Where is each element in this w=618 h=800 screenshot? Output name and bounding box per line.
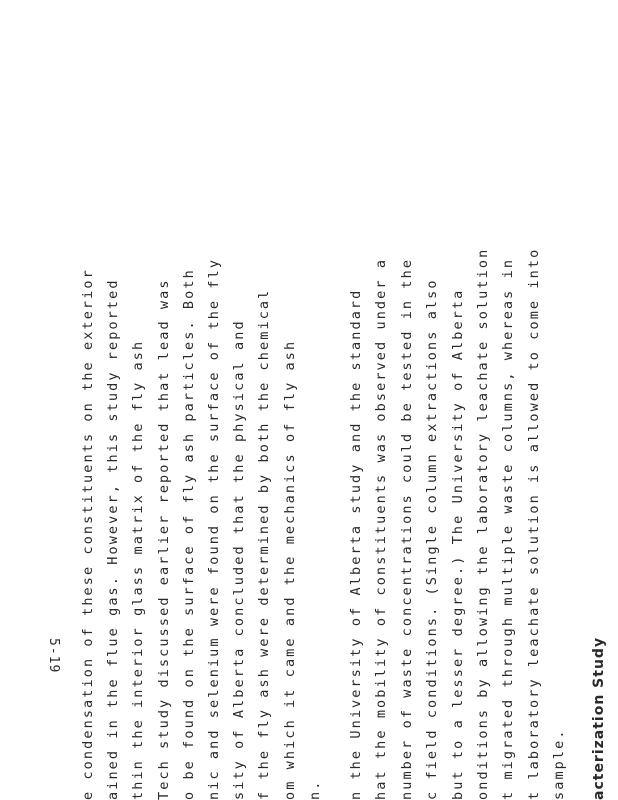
paragraph1-line: Tech study discussed earlier reported that lead was bbox=[155, 278, 172, 800]
paragraph1-line: sity of Alberta concluded that the physical and bbox=[231, 319, 248, 800]
paragraph1-line: thin the interior glass matrix of the fly ash bbox=[130, 339, 147, 800]
paragraph2-line: onditions by allowing the laboratory leachate solution bbox=[475, 247, 491, 800]
paragraph2-line: sample. bbox=[551, 728, 568, 800]
paragraph1-line: ained in the flue gas. However, this study reported bbox=[105, 278, 122, 800]
paragraph2-line: number of waste concentrations could be tested in the bbox=[398, 257, 415, 800]
paragraph1-line: n. bbox=[306, 779, 323, 800]
paragraph1-line: nic and selenium were found on the surface of the fly bbox=[206, 257, 222, 800]
paragraph2-line: n the University of Alberta study and the standard bbox=[348, 288, 364, 800]
paragraph1-line: om which it came and the mechanics of fly ash bbox=[281, 339, 298, 800]
paragraph1-line: e condensation of these constituents on the exterior bbox=[80, 268, 96, 800]
section-heading: acterization Study bbox=[591, 636, 607, 800]
paragraph2-line: c field conditions. (Single column extractions also bbox=[424, 278, 441, 800]
paragraph2-line: t migrated through multiple waste columns, whereas in bbox=[500, 257, 517, 800]
page-number: 5-19 bbox=[46, 638, 61, 674]
paragraph2-line: but to a lesser degree.) The University of Alberta bbox=[449, 288, 466, 800]
paragraph1-line: f the fly ash were determined by both the chemical bbox=[256, 288, 273, 800]
paragraph2-line: t laboratory leachate solution is allowed to come into bbox=[525, 247, 542, 800]
paragraph1-line: o be found on the surface of fly ash particles. Both bbox=[180, 268, 197, 800]
paragraph2-line: hat the mobility of constituents was observed under a bbox=[373, 257, 390, 800]
